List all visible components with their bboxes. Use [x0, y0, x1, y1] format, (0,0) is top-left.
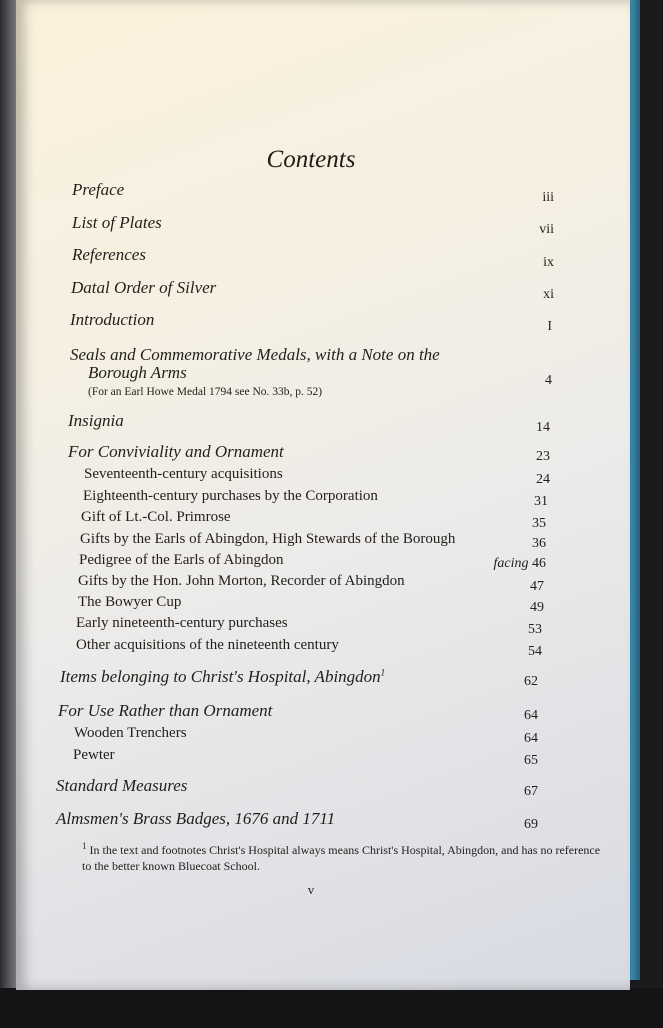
- toc-page-insignia: 14: [536, 420, 550, 435]
- toc-subentry-wooden-trenchers: Wooden Trenchers: [74, 725, 187, 741]
- toc-page-eighteenth: 31: [534, 494, 548, 509]
- page-title: Contents: [266, 146, 356, 173]
- toc-page-earls-gifts: 36: [532, 536, 546, 551]
- toc-subentry-primrose: Gift of Lt.-Col. Primrose: [81, 509, 231, 525]
- toc-page-seventeenth: 24: [536, 472, 550, 487]
- toc-subentry-earls-gifts: Gifts by the Earls of Abingdon, High Stewards of the Borough: [80, 531, 456, 547]
- toc-page-pedigree: [494, 556, 547, 572]
- toc-entry-references: References: [72, 245, 146, 264]
- toc-subentry-pewter: Pewter: [73, 747, 115, 763]
- toc-page-almsmen-badges: 69: [524, 817, 538, 832]
- toc-page-christs-hospital: 62: [524, 674, 538, 689]
- toc-entry-for-use: For Use Rather than Ornament: [58, 701, 273, 720]
- toc-subentry-early-nineteenth: Early nineteenth-century purchases: [76, 615, 288, 631]
- toc-subentry-other-nineteenth: Other acquisitions of the nineteenth century: [76, 637, 339, 653]
- toc-page-preface: iii: [542, 190, 554, 205]
- toc-entry-seals-note: (For an Earl Howe Medal 1794 see No. 33b, p. 52): [88, 386, 323, 398]
- footnote: [82, 838, 602, 874]
- toc-entry-christs-hospital-label: Items belonging to Christ's Hospital, Abingdon: [60, 667, 381, 686]
- toc-entry-christs-hospital: [60, 667, 385, 687]
- toc-page-references: ix: [543, 255, 554, 270]
- footnote-mark: 1: [380, 667, 386, 678]
- toc-subentry-seventeenth: Seventeenth-century acquisitions: [84, 466, 283, 482]
- toc-page-primrose: 35: [532, 516, 546, 531]
- toc-entry-seals-line1: Seals and Commemorative Medals, with a Note on the: [70, 345, 440, 364]
- toc-page-seals: 4: [545, 373, 552, 388]
- toc-page-standard-measures: 67: [524, 784, 538, 799]
- toc-entry-seals-line2: Borough Arms: [88, 363, 187, 382]
- toc-page-list-of-plates: vii: [539, 222, 554, 237]
- toc-entry-conviviality: For Conviviality and Ornament: [68, 442, 284, 461]
- toc-page-introduction: I: [547, 319, 552, 334]
- toc-entry-preface: Preface: [72, 180, 125, 199]
- toc-entry-insignia: Insignia: [68, 411, 124, 430]
- footnote-text: In the text and footnotes Christ's Hospital always means Christ's Hospital, Abingdon, and has no reference to the better known Bluecoat School.: [82, 843, 601, 873]
- toc-entry-introduction: Introduction: [70, 310, 155, 329]
- toc-page-wooden-trenchers: 64: [524, 731, 538, 746]
- toc-subentry-eighteenth: Eighteenth-century purchases by the Corporation: [83, 488, 378, 504]
- toc-page-datal-order: xi: [543, 287, 554, 302]
- toc-page-early-nineteenth: 53: [528, 622, 542, 637]
- toc-page-conviviality: 23: [536, 449, 550, 464]
- toc-page-pedigree-number: 46: [532, 556, 546, 571]
- toc-page-for-use: 64: [524, 708, 538, 723]
- toc-page-pewter: 65: [524, 753, 538, 768]
- toc-subentry-morton: Gifts by the Hon. John Morton, Recorder of Abingdon: [78, 573, 405, 589]
- facing-label: facing: [493, 556, 529, 571]
- toc-page-other-nineteenth: 54: [528, 644, 542, 659]
- footnote-number: 1: [82, 841, 87, 851]
- toc-page-bowyer-cup: 49: [530, 600, 544, 615]
- toc-entry-standard-measures: Standard Measures: [56, 776, 188, 795]
- toc-page-morton: 47: [530, 579, 544, 594]
- toc-entry-datal-order: Datal Order of Silver: [71, 278, 217, 297]
- toc-subentry-pedigree: Pedigree of the Earls of Abingdon: [79, 552, 284, 568]
- toc-entry-almsmen-badges: Almsmen's Brass Badges, 1676 and 1711: [56, 809, 336, 828]
- toc-subentry-bowyer-cup: The Bowyer Cup: [78, 594, 182, 610]
- page-number: v: [307, 882, 315, 897]
- toc-entry-list-of-plates: List of Plates: [72, 213, 162, 232]
- table-surface: [0, 988, 663, 1028]
- book-page: [16, 0, 630, 990]
